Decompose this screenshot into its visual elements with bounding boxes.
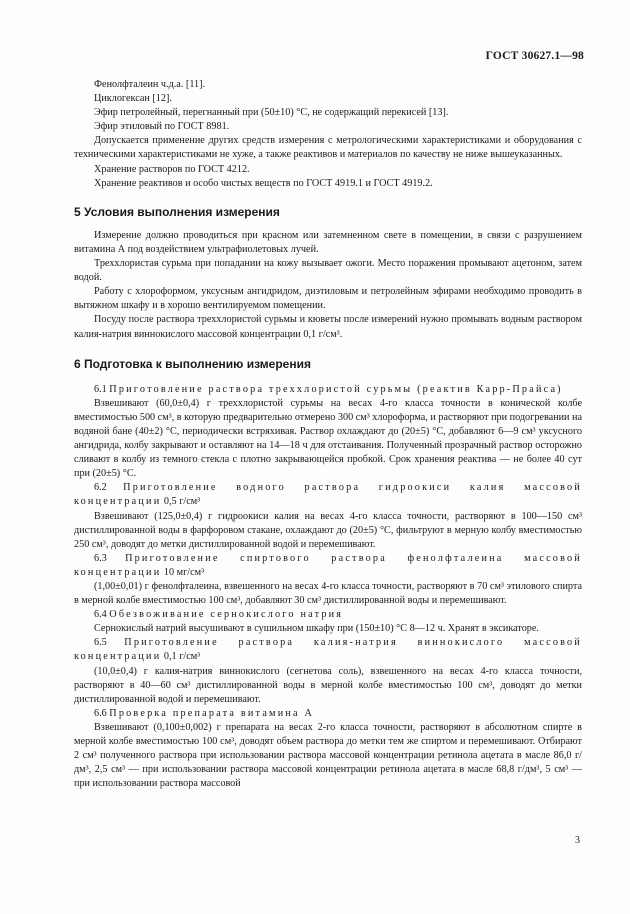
list-item: Хранение реактивов и особо чистых веществ по ГОСТ 4919.1 и ГОСТ 4919.2. [94, 177, 433, 189]
subsection-number: 6.2 [94, 482, 107, 494]
list-item: Эфир петролейный, перегнанный при (50±10) °С, не содержащий перекисей [13]. [94, 107, 449, 119]
list-item: Допускается применение других средств измерения с метрологическими характеристиками и оборудования с техническими характеристиками не хуже, а также реактивов и материалов по качеству не ниже вышеуказанных. [74, 135, 582, 161]
subsection-number: 6.1 [94, 383, 107, 395]
subsection-heading [74, 552, 582, 580]
paragraph: Работу с хлороформом, уксусным ангидридом, диэтиловым и петролейным эфирами необходимо проводить в вытяжном шкафу и в хорошо вентилируемом помещении. [74, 286, 582, 312]
subsection-heading [74, 481, 582, 509]
paragraph: Взвешивают (0,100±0,002) г препарата на весах 2-го класса точности, растворяют в абсолютном спирте в мерной колбе вместимостью 100 см³, доводят объем раствора до метки тем же спиртом и перемешивают. Отбирают 2 см³ полученного раствора при использовании раствора массовой концентрации ретинола ацетата в масле 86,0 г/дм³, 2,5 см³ — при использовании раствора массовой концентрации ретинола ацетата в масле 68,8 г/дм³, 5 см³ — при использовании раствора массовой [74, 721, 582, 790]
section-5-title: 5 Условия выполнения измерения [74, 204, 280, 219]
subsection-title: Проверка препарата витамина А [109, 707, 315, 719]
subsection-heading [74, 383, 582, 397]
subsection-unit: 10 мг/см³ [163, 566, 205, 578]
subsection-heading [74, 707, 582, 721]
paragraph: Взвешивают (125,0±0,4) г гидроокиси калия на весах 4-го класса точности, растворяют в 100—150 см³ дистиллированной воды в фарфоровом стакане, охлаждают до (20±5) °С, фильтруют в мерную колбу вместимостью 250 см³, доводят до метки дистиллированной водой и перемешивают. [74, 510, 582, 550]
paragraph: (10,0±0,4) г калия-натрия виннокислого (сегнетова соль), взвешенного на весах 4-го класса точности, растворяют в 40—60 см³ дистиллированной воды в мерной колбе вместимостью 100 см³, доводят до метки дистиллированной водой и перемешивают. [74, 665, 582, 705]
subsection-unit: 0,5 г/см³ [163, 496, 201, 508]
list-item: Фенолфталеин ч.д.а. [11]. [94, 79, 206, 90]
list-item: Циклогексан [12]. [94, 93, 172, 105]
paragraph: Взвешивают (60,0±0,4) г треххлористой сурьмы на весах 4-го класса точности в конической колбе вместимостью 500 см³, в которую предварительно отмерено 300 см³ хлороформа, и растворяют при подогревании на водяной бане (40±2) °С, периодически встряхивая. Раствор охлаждают до (20±5) °С, добавляют 6—9 см³ уксусного ангидрида, колбу закрывают и оставляют на 14—18 ч для отстаивания. Полученный прозрачный раствор осторожно сливают в колбу из темного стекла с плотно закрывающейся пробкой. Срок хранения реактива — не более 40 сут при (20±5) °С. [74, 397, 583, 480]
subsection-title: Обезвоживание сернокислого натрия [109, 609, 344, 621]
subsection-heading [74, 608, 582, 622]
subsection-title: Приготовление спиртового раствора фенолфталеина массовой концентрации [74, 552, 582, 578]
subsection-number: 6.3 [94, 552, 107, 564]
subsection-number: 6.5 [94, 637, 107, 649]
list-item: Эфир этиловый по ГОСТ 8981. [94, 121, 230, 133]
subsection-title: Приготовление раствора треххлористой сурьмы (реактив Карр-Прайса) [109, 383, 563, 395]
subsection-unit: 0,1 г/см³ [163, 651, 201, 663]
paragraph: Треххлористая сурьма при попадании на кожу вызывает ожоги. Место поражения промывают ацетоном, затем водой. [74, 258, 582, 284]
subsection-heading [74, 636, 582, 664]
subsection-number: 6.6 [94, 707, 107, 719]
paragraph: Измерение должно проводиться при красном или затемненном свете в помещении, в связи с разрушением витамина А под воздействием ультрафиолетовых лучей. [74, 229, 582, 255]
list-item: Хранение растворов по ГОСТ 4212. [94, 163, 250, 175]
subsection-title: Приготовление раствора калия-натрия виннокислого массовой концентрации [74, 637, 583, 663]
paragraph: Посуду после раствора треххлористой сурьмы и кюветы после измерений нужно промывать водным раствором калия-натрия виннокислого массовой концентрации 0,1 г/см³. [74, 314, 582, 340]
section-6-title: 6 Подготовка к выполнению измерения [74, 356, 311, 371]
paragraph: Сернокислый натрий высушивают в сушильном шкафу при (150±10) °С 8—12 ч. Хранят в эксикаторе. [94, 623, 539, 635]
subsection-number: 6.4 [94, 609, 107, 621]
page-number: 3 [575, 835, 580, 846]
subsection-title: Приготовление водного раствора гидроокиси калия массовой концентрации [74, 482, 582, 508]
page-header: ГОСТ 30627.1—98 [485, 50, 584, 62]
document-body [74, 78, 582, 791]
paragraph: (1,00±0,01) г фенолфталеина, взвешенного на весах 4-го класса точности, растворяют в 70 см³ этилового спирта в мерной колбе вместимостью 100 см³, добавляют 30 см³ дистиллированной воды и перемешивают. [74, 581, 582, 607]
